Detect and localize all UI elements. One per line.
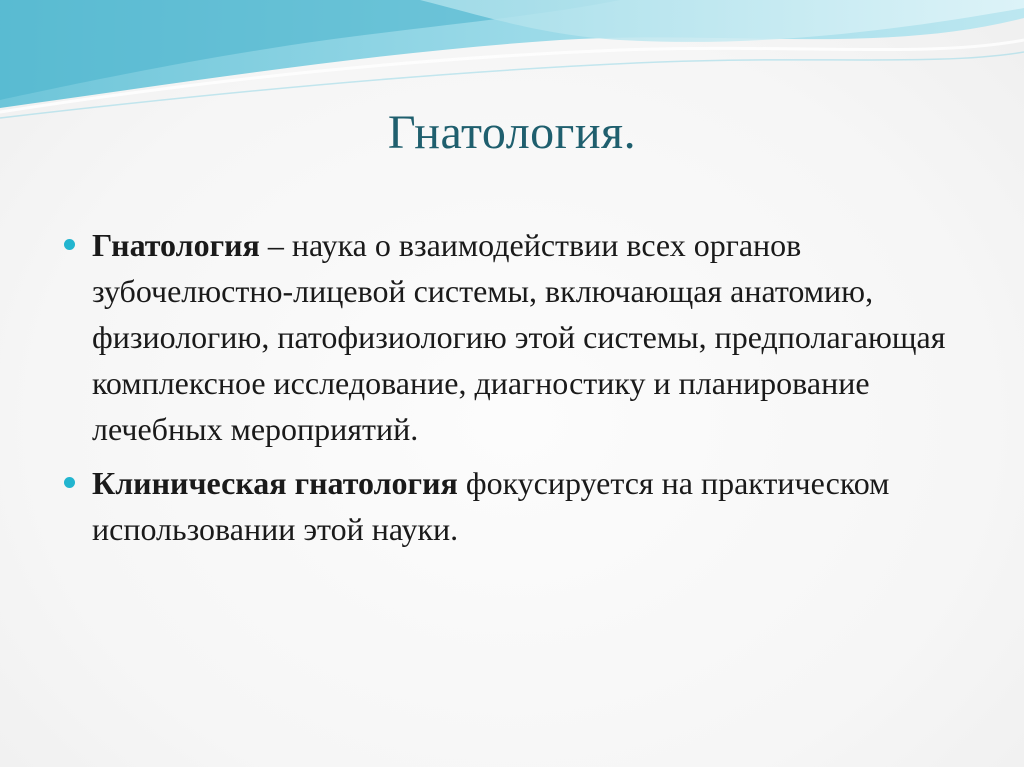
slide-title: Гнатология. xyxy=(387,106,637,159)
bullet-item-gnathology xyxy=(62,222,962,452)
bullet-term: Гнатология xyxy=(92,227,260,263)
bullet-icon xyxy=(64,239,75,250)
bullet-text: – наука о взаимодействии всех органов зубочелюстно-лицевой системы, включающая анатомию, физиологию, патофизиологию этой системы, предполагающая комплексное исследование, диагностику и планирование лечебных мероприятий. xyxy=(92,227,946,447)
bullet-term: Клиническая гнатология xyxy=(92,465,458,501)
bullet-item-clinical-gnathology xyxy=(62,460,962,552)
bullet-icon xyxy=(64,477,75,488)
bullet-text: фокусируется на практическом использовании этой науки. xyxy=(92,465,890,547)
bullet-list xyxy=(62,222,962,560)
